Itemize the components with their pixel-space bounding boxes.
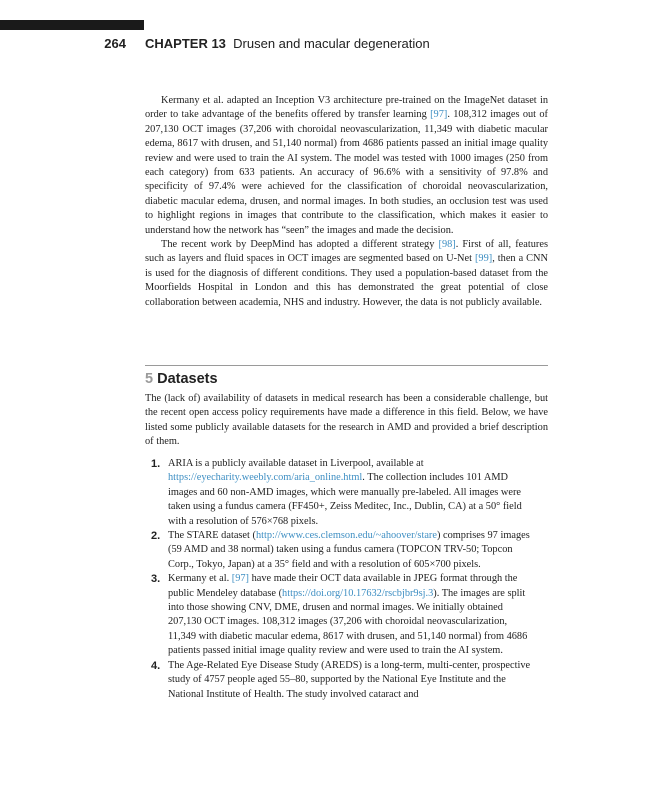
chapter-title: Drusen and macular degeneration: [233, 36, 430, 51]
item-number: 1.: [151, 458, 161, 470]
section-title: Datasets: [157, 371, 218, 387]
header-bar: [0, 20, 144, 30]
citation-link[interactable]: [97]: [231, 573, 249, 585]
citation-link[interactable]: [98]: [438, 239, 456, 251]
section-divider: [145, 365, 548, 366]
list-item: 3. Kermany et al. [97] have made their OCT data available in JPEG format through the public Mendeley database (https://doi.org/10.17632/rscbjbr9sj.3). The images are split into those showing CNV, DME, drusen and normal images. We initially obtained 207,130 OCT images. 108,312 images (37,206 with choroidal neovascularization, 11,349 with diabetic macular edema, 8617 with drusen, and 51,140 normal) from 4686 patients passed initial image quality review and were used to train the AI system.: [151, 573, 528, 657]
citation-link[interactable]: [97]: [430, 109, 448, 121]
paragraph: The (lack of) availability of datasets in medical research has been a considerable challenge, but the recent open access policy requirements have made a difference in this field. Below, we have listed some publicly available datasets for the research in AMD and provided a brief description of them.: [145, 393, 548, 448]
item-number: 3.: [151, 573, 161, 586]
chapter-label: CHAPTER 13: [145, 36, 226, 51]
citation-link[interactable]: [99]: [474, 253, 493, 265]
list-item: 1. ARIA is a publicly available dataset in Liverpool, available at https://eyecharity.weebly.com/aria_online.html. The collection includes 101 AMD images and 60 non-AMD images, which were manually pre-labeled. All images were taken using a fundus camera (FF450+, Zeiss Meditec, Inc., Dublin, CA) at a 50° field with a resolution of 576×768 pixels.: [151, 458, 522, 527]
paragraph: The recent work by DeepMind has adopted a different strategy [98]. First of all, features such as layers and fluid spaces in OCT images are segmented based on U-Net [99], then a CNN is used for the diagnosis of different conditions. They used a population-based dataset from the Moorfields Hospital in London and this has demonstrated the great potential of close collaboration between academia, NHS and industry. However, the data is not publicly available.: [145, 239, 548, 308]
running-header: [0, 36, 647, 54]
item-number: 4.: [151, 659, 161, 672]
section-number: 5: [145, 371, 154, 387]
dataset-link[interactable]: https://eyecharity.weebly.com/aria_online.html: [168, 472, 363, 484]
item-number: 2.: [151, 530, 161, 543]
dataset-list: [151, 457, 531, 702]
chapter-heading: [145, 36, 430, 51]
section-intro: [145, 392, 548, 450]
dataset-link[interactable]: http://www.ces.clemson.edu/~ahoover/stare: [255, 530, 437, 542]
intro-text: [145, 94, 548, 310]
dataset-link[interactable]: https://doi.org/10.17632/rscbjbr9sj.3: [282, 587, 434, 599]
list-item: 2. The STARE dataset (http://www.ces.clemson.edu/~ahoover/stare) comprises 97 images (59 AMD and 38 normal) taken using a fundus camera (TOPCON TRV-50; Topcon Corp., Tokyo, Japan) at a 35° field and with a resolution of 605×700 pixels.: [151, 530, 530, 570]
section-heading: [145, 371, 218, 387]
paragraph: Kermany et al. adapted an Inception V3 architecture pre-trained on the ImageNet dataset in order to take advantage of the benefits offered by transfer learning [97]. 108,312 images out of 207,130 OCT images (37,206 with choroidal neovascularization, 11,349 with diabetic macular edema, 8617 with drusen, and 51,140 normal) from 4686 patients passed an initial image quality review and were used to train the AI system. The model was tested with 1000 images (250 from each category) from 633 patients. An accuracy of 96.6% with a sensitivity of 97.8% and specificity of 97.4% were achieved for the classification of choroidal neovascularization, diabetic macular edema, drusen, and normal images. In both studies, an occlusion test was used to highlight regions in images that contribute to the classification, which makes it easier to understand how the network has “seen” the images and made the decision.: [145, 95, 548, 236]
list-item: 4. The Age-Related Eye Disease Study (AREDS) is a long-term, multi-center, prospective study of 4757 people aged 55–80, supported by the National Eye Institute and the National Institute of Health. The study involved cataract and: [151, 659, 531, 700]
page-number: 264: [104, 36, 126, 51]
